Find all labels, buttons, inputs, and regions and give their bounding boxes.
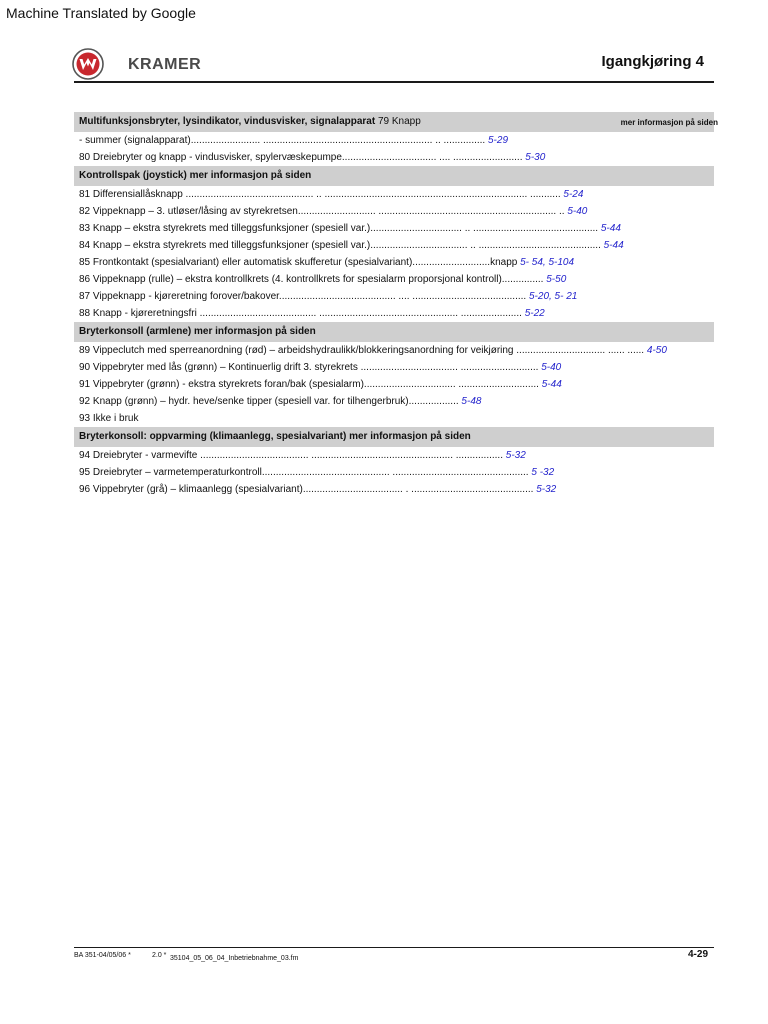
section-page-note: mer informasjon på siden [620, 118, 718, 127]
list-item [74, 254, 714, 271]
table-of-controls [74, 112, 718, 498]
footer-doc-id: BA 351-04/05/06 * [74, 952, 131, 959]
footer-version: 2.0 * [152, 952, 167, 959]
entry-text: 83 Knapp – ekstra styrekrets med tilleggsfunksjoner (spesiell var.)................................. .. ............................................. [79, 223, 601, 234]
section-header [74, 322, 714, 342]
section-title-continuation: 79 Knapp [375, 116, 421, 127]
page-number: 4-29 [687, 949, 708, 960]
section-title: Bryterkonsoll (armlene) mer informasjon på siden [79, 326, 316, 337]
page-reference-link[interactable]: 5-40 [567, 206, 588, 217]
section-title: Kontrollspak (joystick) mer informasjon på siden [79, 170, 312, 181]
list-item [74, 271, 714, 288]
entry-text: 81 Differensiallåsknapp .............................................. .. ......................................................................... ........... [79, 189, 564, 200]
entry-text: 82 Vippeknapp – 3. utløser/låsing av styrekretsen............................ ................................................................ .. [79, 206, 568, 217]
kramer-logo [72, 48, 222, 80]
chapter-title: Igangkjøring 4 [601, 53, 704, 70]
page-reference-link[interactable]: 5-44 [541, 379, 562, 390]
list-item [74, 149, 714, 166]
entry-text: 95 Dreiebryter – varmetemperaturkontroll.............................................. ................................................. [79, 467, 532, 478]
page-reference-link[interactable]: 5-32 [536, 484, 557, 495]
list-item [74, 410, 714, 427]
list-item [74, 186, 714, 203]
entry-text: 96 Vippebryter (grå) – klimaanlegg (spesialvariant).................................... . ............................................ [79, 484, 537, 495]
page-reference-link[interactable]: 5-48 [461, 396, 482, 407]
page-reference-link[interactable]: 5 -32 [531, 467, 555, 478]
list-item [74, 342, 714, 359]
section-title: Multifunksjonsbryter, lysindikator, vindusvisker, signalapparat [79, 116, 376, 127]
page-reference-link[interactable]: 5-22 [524, 308, 545, 319]
list-item [74, 376, 714, 393]
page-reference-link[interactable]: 5-40 [541, 362, 562, 373]
list-item [74, 220, 714, 237]
section-header [74, 427, 714, 447]
header-rule [74, 81, 714, 83]
entry-text: 84 Knapp – ekstra styrekrets med tilleggsfunksjoner (spesiell var.)................................... .. ............................................ [79, 240, 604, 251]
list-item [74, 305, 714, 322]
page-reference-link[interactable]: 5-20, 5- 21 [528, 291, 578, 302]
section-title: Bryterkonsoll: oppvarming (klimaanlegg, spesialvariant) mer informasjon på siden [79, 431, 471, 442]
entry-text: 80 Dreiebryter og knapp - vindusvisker, spylervæskepumpe.................................. .... ......................... [79, 152, 526, 163]
machine-translated-banner: Machine Translated by Google [6, 5, 196, 21]
entry-text: 87 Vippeknapp - kjøreretning forover/bakover.......................................... .... ......................................... [79, 291, 529, 302]
page-reference-link[interactable]: 5-44 [600, 223, 621, 234]
page-reference-link[interactable]: 5-30 [525, 152, 546, 163]
page-reference-link[interactable]: 5-24 [563, 189, 584, 200]
footer-rule [74, 947, 714, 948]
entry-text: 86 Vippeknapp (rulle) – ekstra kontrollkrets (4. kontrollkrets for spesialarm proporsjonal kontroll)............... [79, 274, 547, 285]
section-header [74, 166, 714, 186]
list-item [74, 132, 714, 149]
entry-text: 92 Knapp (grønn) – hydr. heve/senke tipper (spesiell var. for tilhengerbruk).................. [79, 396, 462, 407]
entry-text: 85 Frontkontakt (spesialvariant) eller automatisk skufferetur (spesialvariant)............................knapp [79, 257, 521, 268]
list-item [74, 288, 714, 305]
entry-text: - summer (signalapparat)......................... ............................................................. .. ............... [79, 135, 488, 146]
list-item [74, 481, 714, 498]
footer-filename: 35104_05_06_04_Inbetriebnahme_03.fm [170, 955, 299, 962]
list-item [74, 393, 714, 410]
list-item [74, 359, 714, 376]
list-item [74, 464, 714, 481]
kramer-emblem-icon [72, 48, 104, 80]
brand-name: KRAMER [128, 56, 202, 73]
entry-text: 90 Vippebryter med lås (grønn) – Kontinuerlig drift 3. styrekrets ................................... ............................ [79, 362, 542, 373]
entry-text: 91 Vippebryter (grønn) - ekstra styrekrets foran/bak (spesialarm)................................. ............................. [79, 379, 542, 390]
section-header [74, 112, 718, 132]
page-reference-link[interactable]: 5- 54, 5-104 [520, 257, 575, 268]
entry-text: 94 Dreiebryter - varmevifte ....................................... ................................................... ................. [79, 450, 506, 461]
list-item [74, 203, 714, 220]
entry-text: 88 Knapp - kjøreretningsfri .......................................... .................................................. ...................... [79, 308, 525, 319]
list-item [74, 447, 714, 464]
page-reference-link[interactable]: 5-32 [505, 450, 526, 461]
list-item [74, 237, 714, 254]
entry-text: 89 Vippeclutch med sperreanordning (rød) – arbeidshydraulikk/blokkeringsanordning for veikjøring ................................ ...... ...... [79, 345, 647, 356]
page-reference-link[interactable]: 5-29 [487, 135, 508, 146]
page-reference-link[interactable]: 5-44 [603, 240, 624, 251]
entry-text: 93 Ikke i bruk [79, 413, 139, 424]
page-reference-link[interactable]: 5-50 [546, 274, 567, 285]
page-reference-link[interactable]: 4-50 [646, 345, 667, 356]
